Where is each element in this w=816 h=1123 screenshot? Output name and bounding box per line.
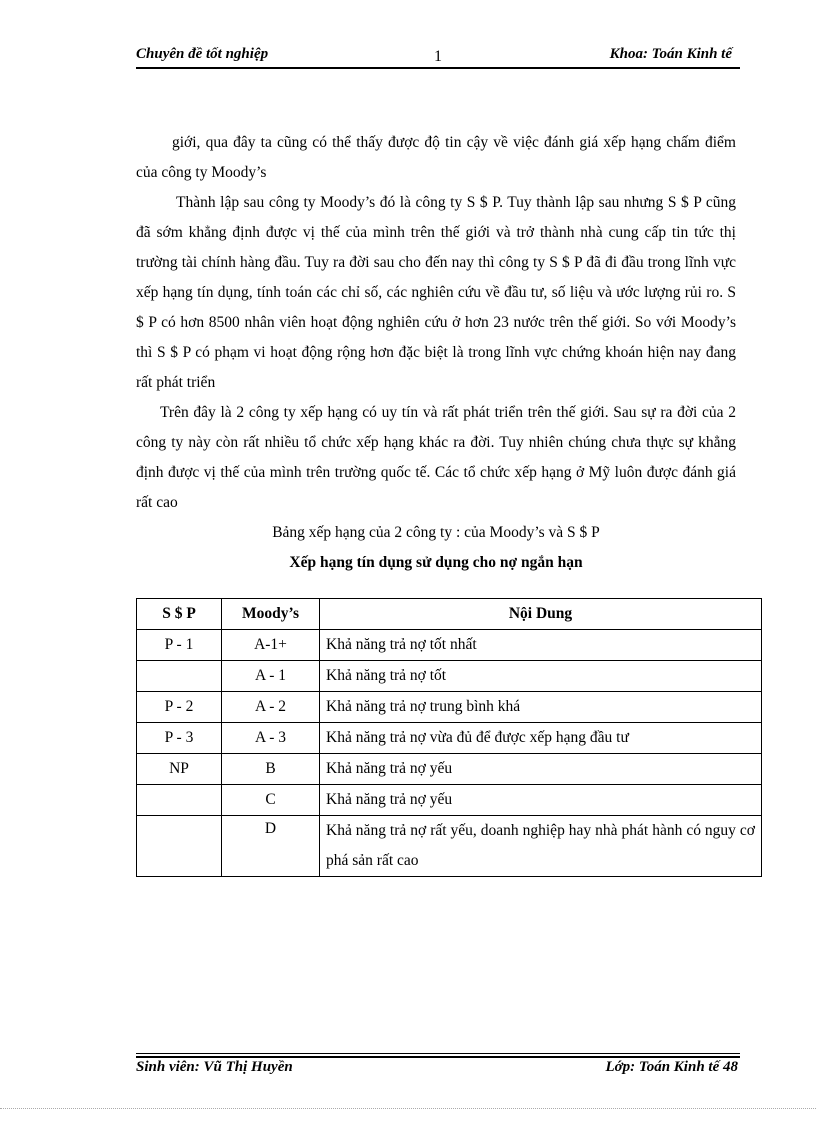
header-rule	[136, 67, 740, 69]
cell-content: Khả năng trả nợ tốt nhất	[320, 630, 762, 661]
cell-sp	[137, 816, 222, 877]
header-department: Khoa: Toán Kinh tế	[609, 46, 732, 62]
table-row	[137, 692, 762, 723]
cell-moodys: D	[222, 816, 320, 877]
cell-sp: NP	[137, 754, 222, 785]
table-row	[137, 723, 762, 754]
cell-moodys: B	[222, 754, 320, 785]
document-body	[136, 128, 736, 578]
header-title: Chuyên đề tốt nghiệp	[136, 46, 269, 62]
table-caption: Bảng xếp hạng của 2 công ty : của Moody’s và S $ P	[272, 524, 600, 541]
page-footer	[136, 1059, 740, 1081]
table-row	[137, 754, 762, 785]
cell-moodys: A - 3	[222, 723, 320, 754]
paragraph-1: giới, qua đây ta cũng có thể thấy được độ tin cậy về việc đánh giá xếp hạng chấm điểm của công ty Moody’s	[136, 134, 736, 181]
table-header-row	[137, 599, 762, 630]
cell-moodys: A - 1	[222, 661, 320, 692]
page-header	[136, 44, 740, 66]
cell-moodys: C	[222, 785, 320, 816]
header-moodys: Moody’s	[222, 599, 320, 630]
table-row	[137, 661, 762, 692]
footer-rule-thin	[136, 1053, 740, 1054]
cell-content: Khả năng trả nợ tốt	[320, 661, 762, 692]
rating-table	[136, 598, 762, 877]
page-edge-divider	[0, 1108, 816, 1110]
footer-class: Lớp: Toán Kinh tế 48	[605, 1059, 738, 1075]
cell-sp	[137, 661, 222, 692]
cell-moodys: A - 2	[222, 692, 320, 723]
table-row	[137, 816, 762, 877]
header-content: Nội Dung	[320, 599, 762, 630]
footer-rule-thick	[136, 1056, 740, 1058]
cell-content: Khả năng trả nợ yếu	[320, 754, 762, 785]
cell-sp: P - 1	[137, 630, 222, 661]
table-title: Xếp hạng tín dụng sử dụng cho nợ ngắn hạn	[289, 554, 583, 571]
cell-sp: P - 3	[137, 723, 222, 754]
cell-moodys: A-1+	[222, 630, 320, 661]
footer-student: Sinh viên: Vũ Thị Huyền	[136, 1059, 293, 1075]
paragraph-2: Thành lập sau công ty Moody’s đó là công ty S $ P. Tuy thành lập sau nhưng S $ P cũng đã sớm khẳng định được vị thế của mình trên thế giới và trở thành nhà cung cấp tin tức thị trường tài chính hàng đầu. Tuy ra đời sau cho đến nay thì công ty S $ P đã đi đầu trong lĩnh vực xếp hạng tín dụng, tính toán các chỉ số, các nghiên cứu về đầu tư, số liệu và ước lượng rủi ro. S $ P có hơn 8500 nhân viên hoạt động nghiên cứu ở hơn 23 nước trên thế giới. So với Moody’s thì S $ P có phạm vi hoạt động rộng hơn đặc biệt là trong lĩnh vực chứng khoán hiện nay đang rất phát triển	[136, 194, 736, 391]
cell-content: Khả năng trả nợ rất yếu, doanh nghiệp hay nhà phát hành có nguy cơ phá sản rất cao	[320, 816, 762, 877]
table-row	[137, 785, 762, 816]
cell-content: Khả năng trả nợ vừa đủ để được xếp hạng đầu tư	[320, 723, 762, 754]
page-number: 1	[434, 48, 442, 65]
cell-content: Khả năng trả nợ trung bình khá	[320, 692, 762, 723]
cell-sp	[137, 785, 222, 816]
paragraph-3: Trên đây là 2 công ty xếp hạng có uy tín và rất phát triển trên thế giới. Sau sự ra đời của 2 công ty này còn rất nhiều tổ chức xếp hạng khác ra đời. Tuy nhiên chúng chưa thực sự khẳng định được vị thế của mình trên trường quốc tế. Các tổ chức xếp hạng ở Mỹ luôn được đánh giá rất cao	[136, 404, 736, 511]
table-row	[137, 630, 762, 661]
cell-sp: P - 2	[137, 692, 222, 723]
header-sp: S $ P	[137, 599, 222, 630]
cell-content: Khả năng trả nợ yếu	[320, 785, 762, 816]
